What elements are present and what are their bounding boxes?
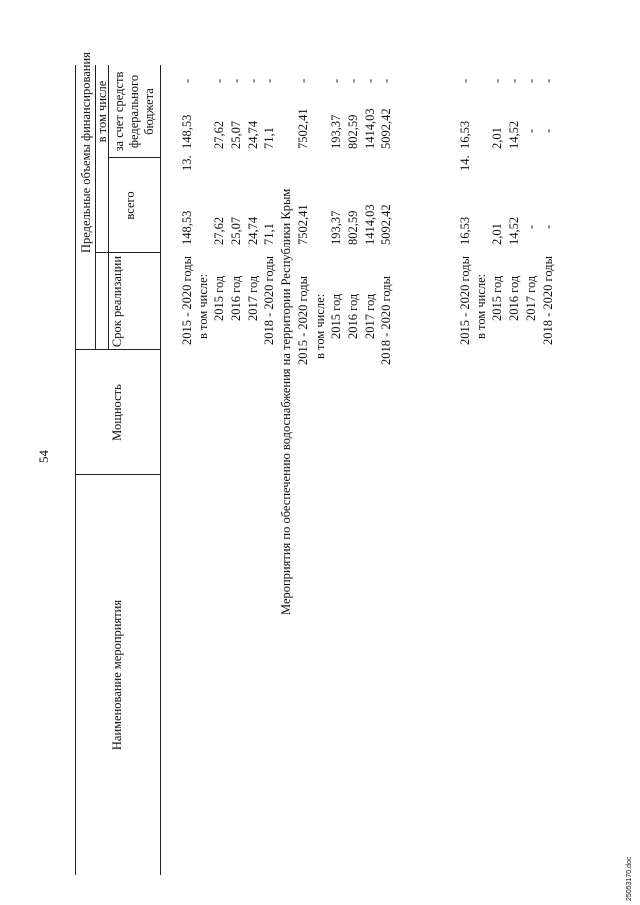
total-period-0: 2015 - 2020 годы [296, 275, 310, 365]
footer-doc-code: 25053170.doc [626, 856, 633, 901]
total-total-3: 802,59 [346, 210, 360, 245]
item13-federal-0: 148,53 [180, 114, 194, 149]
item14-period-3: 2016 год [507, 275, 521, 321]
total-total-5: 5092,42 [379, 204, 393, 245]
item13-federal-5: 71,1 [262, 127, 276, 149]
page-number: 54 [36, 450, 51, 463]
table-top-border [75, 65, 76, 875]
item13-period-2: 2015 год [212, 275, 226, 321]
total-period-3: 2016 год [346, 293, 360, 339]
item13-period-0: 2015 - 2020 годы [180, 255, 194, 345]
item13-period-5: 2018 - 2020 годы [262, 255, 276, 345]
total-federal-2: 193,37 [329, 114, 343, 149]
item14-total-3: 14,52 [507, 216, 521, 245]
header-federal-1: за счет средств [112, 71, 126, 152]
total-federal-0: 7502,41 [296, 108, 310, 149]
item14-federal-4: - [524, 128, 538, 133]
total-federal-3: 802,59 [346, 114, 360, 149]
item14-total-2: 2,01 [490, 223, 504, 245]
item13-extra-4: - [246, 78, 260, 83]
item13-federal-4: 24,74 [246, 120, 260, 149]
item14-num: 14. [458, 155, 472, 171]
item13-total-5: 71,1 [262, 223, 276, 245]
header-name: Наименование мероприятия [110, 599, 124, 751]
item13-period-3: 2016 год [229, 275, 243, 321]
total-total-0: 7502,41 [296, 204, 310, 245]
item14-extra-0: - [458, 78, 472, 83]
item14-extra-4: - [524, 78, 538, 83]
section-title: Мероприятия по обеспечению водоснабжения на территории Республики Крым [279, 188, 293, 615]
total-federal-5: 5092,42 [379, 108, 393, 149]
total-extra-0: - [296, 78, 310, 83]
item14-period-5: 2018 - 2020 годы [541, 255, 555, 345]
item13-total-0: 148,53 [180, 210, 194, 245]
total-period-1: в том числе: [313, 293, 327, 359]
item13-period-1: в том числе: [196, 273, 210, 339]
item13-extra-5: - [262, 78, 276, 83]
item14-extra-3: - [507, 78, 521, 83]
item14-federal-5: - [541, 128, 555, 133]
item14-total-4: - [524, 224, 538, 229]
item14-extra-2: - [490, 78, 504, 83]
item13-extra-2: - [212, 78, 226, 83]
total-extra-3: - [346, 78, 360, 83]
item14-total-0: 16,53 [458, 216, 472, 245]
item13-extra-3: - [229, 78, 243, 83]
item14-period-2: 2015 год [490, 275, 504, 321]
item14-extra-5: - [541, 78, 555, 83]
item13-extra-0: - [180, 78, 194, 83]
header-period: Срок реализации [110, 255, 124, 348]
header-federal-2: федерального [127, 74, 141, 149]
total-period-4: 2017 год [363, 293, 377, 339]
total-period-5: 2018 - 2020 годы [379, 275, 393, 365]
item14-federal-2: 2,01 [490, 127, 504, 149]
header-including: в том числе [95, 80, 109, 143]
item13-federal-3: 25,07 [229, 120, 243, 149]
total-total-2: 193,37 [329, 210, 343, 245]
total-total-4: 1414,03 [363, 204, 377, 245]
total-extra-5: - [379, 78, 393, 83]
total-period-2: 2015 год [329, 293, 343, 339]
item14-period-1: в том числе: [474, 273, 488, 339]
item13-federal-2: 27,62 [212, 120, 226, 149]
item13-total-3: 25,07 [229, 216, 243, 245]
header-bottom-border [160, 65, 161, 875]
item14-federal-0: 16,53 [458, 120, 472, 149]
header-total: всего [123, 191, 137, 220]
item14-period-0: 2015 - 2020 годы [458, 255, 472, 345]
item13-num: 13. [180, 155, 194, 171]
total-extra-2: - [329, 78, 343, 83]
header-federal-3: бюджета [142, 88, 156, 135]
item14-total-5: - [541, 224, 555, 229]
item14-period-4: 2017 год [524, 275, 538, 321]
header-funding: Предельные объемы финансирования [79, 52, 93, 253]
total-extra-4: - [363, 78, 377, 83]
item13-total-4: 24,74 [246, 216, 260, 245]
header-capacity: Мощность [110, 384, 124, 441]
item13-period-4: 2017 год [246, 275, 260, 321]
item13-total-2: 27,62 [212, 216, 226, 245]
total-federal-4: 1414,03 [363, 108, 377, 149]
item14-federal-3: 14,52 [507, 120, 521, 149]
